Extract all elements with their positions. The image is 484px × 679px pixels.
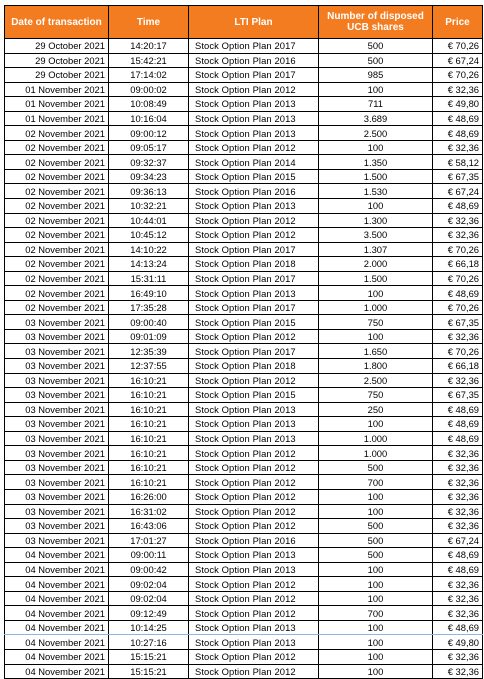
- cell-date: 03 November 2021: [5, 504, 109, 519]
- cell-lti-plan: Stock Option Plan 2018: [189, 359, 319, 374]
- cell-time: 15:31:11: [109, 271, 189, 286]
- cell-lti-plan: Stock Option Plan 2013: [189, 111, 319, 126]
- table-row: [5, 533, 483, 548]
- cell-lti-plan: Stock Option Plan 2013: [189, 417, 319, 432]
- cell-time: 16:10:21: [109, 446, 189, 461]
- table-row: [5, 300, 483, 315]
- cell-lti-plan: Stock Option Plan 2015: [189, 315, 319, 330]
- cell-shares: 1.000: [319, 446, 433, 461]
- cell-date: 02 November 2021: [5, 169, 109, 184]
- table-row: [5, 213, 483, 228]
- cell-price: € 48,69: [433, 199, 483, 214]
- cell-price: € 32,36: [433, 213, 483, 228]
- cell-time: 14:10:22: [109, 242, 189, 257]
- cell-date: 02 November 2021: [5, 140, 109, 155]
- cell-time: 16:10:21: [109, 460, 189, 475]
- cell-date: 04 November 2021: [5, 577, 109, 592]
- table-row: [5, 359, 483, 374]
- cell-lti-plan: Stock Option Plan 2012: [189, 213, 319, 228]
- transactions-table: [4, 5, 483, 679]
- cell-lti-plan: Stock Option Plan 2012: [189, 664, 319, 679]
- header-time: Time: [109, 6, 189, 39]
- cell-date: 02 November 2021: [5, 271, 109, 286]
- cell-price: € 32,36: [433, 140, 483, 155]
- cell-shares: 750: [319, 315, 433, 330]
- cell-lti-plan: Stock Option Plan 2013: [189, 402, 319, 417]
- cell-shares: 1.350: [319, 155, 433, 170]
- cell-shares: 1.000: [319, 431, 433, 446]
- cell-price: € 32,36: [433, 519, 483, 534]
- cell-price: € 48,69: [433, 402, 483, 417]
- cell-time: 17:01:27: [109, 533, 189, 548]
- table-row: [5, 140, 483, 155]
- cell-lti-plan: Stock Option Plan 2018: [189, 257, 319, 272]
- cell-date: 03 November 2021: [5, 373, 109, 388]
- cell-shares: 500: [319, 53, 433, 68]
- cell-time: 09:00:11: [109, 548, 189, 563]
- cell-lti-plan: Stock Option Plan 2013: [189, 97, 319, 112]
- cell-price: € 58,12: [433, 155, 483, 170]
- table-row: [5, 82, 483, 97]
- table-row: [5, 504, 483, 519]
- cell-shares: 500: [319, 460, 433, 475]
- table-row: [5, 519, 483, 534]
- table-row: [5, 402, 483, 417]
- cell-time: 10:27:16: [109, 635, 189, 650]
- cell-lti-plan: Stock Option Plan 2017: [189, 39, 319, 54]
- cell-price: € 32,36: [433, 591, 483, 606]
- table-row: [5, 431, 483, 446]
- cell-date: 02 November 2021: [5, 184, 109, 199]
- cell-time: 09:12:49: [109, 606, 189, 621]
- cell-shares: 100: [319, 199, 433, 214]
- cell-date: 02 November 2021: [5, 228, 109, 243]
- cell-shares: 2.500: [319, 126, 433, 141]
- header-date: Date of transaction: [5, 6, 109, 39]
- table-row: [5, 286, 483, 301]
- cell-date: 04 November 2021: [5, 606, 109, 621]
- cell-shares: 100: [319, 140, 433, 155]
- cell-time: 09:36:13: [109, 184, 189, 199]
- cell-shares: 1.530: [319, 184, 433, 199]
- cell-time: 16:26:00: [109, 489, 189, 504]
- cell-price: € 49,80: [433, 635, 483, 650]
- table-row: [5, 460, 483, 475]
- cell-shares: 100: [319, 417, 433, 432]
- cell-shares: 1.307: [319, 242, 433, 257]
- cell-lti-plan: Stock Option Plan 2016: [189, 53, 319, 68]
- cell-time: 12:35:39: [109, 344, 189, 359]
- cell-time: 17:35:28: [109, 300, 189, 315]
- header-lti-plan: LTI Plan: [189, 6, 319, 39]
- cell-time: 10:32:21: [109, 199, 189, 214]
- cell-shares: 700: [319, 475, 433, 490]
- cell-price: € 70,26: [433, 271, 483, 286]
- cell-shares: 500: [319, 39, 433, 54]
- cell-lti-plan: Stock Option Plan 2012: [189, 489, 319, 504]
- cell-shares: 100: [319, 649, 433, 664]
- cell-time: 16:10:21: [109, 388, 189, 403]
- cell-time: 09:05:17: [109, 140, 189, 155]
- cell-time: 16:10:21: [109, 417, 189, 432]
- cell-lti-plan: Stock Option Plan 2016: [189, 533, 319, 548]
- table-row: [5, 620, 483, 635]
- cell-time: 09:02:04: [109, 577, 189, 592]
- table-row: [5, 39, 483, 54]
- table-row: [5, 329, 483, 344]
- cell-price: € 70,26: [433, 39, 483, 54]
- cell-price: € 32,36: [433, 504, 483, 519]
- table-row: [5, 126, 483, 141]
- cell-shares: 985: [319, 68, 433, 83]
- cell-shares: 1.650: [319, 344, 433, 359]
- cell-time: 15:15:21: [109, 649, 189, 664]
- cell-shares: 711: [319, 97, 433, 112]
- cell-lti-plan: Stock Option Plan 2013: [189, 431, 319, 446]
- cell-shares: 100: [319, 635, 433, 650]
- cell-price: € 48,69: [433, 286, 483, 301]
- header-price: Price: [433, 6, 483, 39]
- cell-lti-plan: Stock Option Plan 2012: [189, 591, 319, 606]
- table-row: [5, 111, 483, 126]
- cell-price: € 66,18: [433, 257, 483, 272]
- table-row: [5, 184, 483, 199]
- cell-date: 03 November 2021: [5, 417, 109, 432]
- table-row: [5, 591, 483, 606]
- cell-date: 03 November 2021: [5, 402, 109, 417]
- cell-time: 09:01:09: [109, 329, 189, 344]
- cell-date: 04 November 2021: [5, 562, 109, 577]
- cell-date: 04 November 2021: [5, 649, 109, 664]
- cell-date: 02 November 2021: [5, 257, 109, 272]
- table-row: [5, 664, 483, 679]
- cell-price: € 70,26: [433, 300, 483, 315]
- cell-date: 03 November 2021: [5, 475, 109, 490]
- cell-shares: 2.000: [319, 257, 433, 272]
- cell-shares: 500: [319, 533, 433, 548]
- cell-date: 04 November 2021: [5, 664, 109, 679]
- cell-shares: 1.500: [319, 169, 433, 184]
- cell-date: 01 November 2021: [5, 111, 109, 126]
- cell-shares: 1.000: [319, 300, 433, 315]
- cell-lti-plan: Stock Option Plan 2012: [189, 82, 319, 97]
- cell-price: € 48,69: [433, 431, 483, 446]
- table-row: [5, 315, 483, 330]
- cell-shares: 500: [319, 519, 433, 534]
- cell-shares: 3.689: [319, 111, 433, 126]
- cell-time: 16:10:21: [109, 475, 189, 490]
- cell-lti-plan: Stock Option Plan 2012: [189, 228, 319, 243]
- cell-shares: 750: [319, 388, 433, 403]
- cell-price: € 66,18: [433, 359, 483, 374]
- cell-date: 02 November 2021: [5, 300, 109, 315]
- cell-lti-plan: Stock Option Plan 2012: [189, 606, 319, 621]
- table-row: [5, 257, 483, 272]
- cell-price: € 32,36: [433, 649, 483, 664]
- cell-shares: 100: [319, 577, 433, 592]
- cell-date: 03 November 2021: [5, 446, 109, 461]
- cell-time: 15:42:21: [109, 53, 189, 68]
- cell-shares: 1.800: [319, 359, 433, 374]
- cell-price: € 32,36: [433, 664, 483, 679]
- table-row: [5, 68, 483, 83]
- cell-time: 16:43:06: [109, 519, 189, 534]
- cell-price: € 32,36: [433, 577, 483, 592]
- cell-shares: 100: [319, 562, 433, 577]
- cell-price: € 67,35: [433, 315, 483, 330]
- cell-lti-plan: Stock Option Plan 2013: [189, 548, 319, 563]
- cell-price: € 48,69: [433, 417, 483, 432]
- cell-date: 04 November 2021: [5, 620, 109, 635]
- cell-shares: 700: [319, 606, 433, 621]
- cell-price: € 48,69: [433, 620, 483, 635]
- cell-shares: 1.300: [319, 213, 433, 228]
- transactions-table-container: [4, 5, 482, 679]
- cell-time: 16:10:21: [109, 373, 189, 388]
- cell-lti-plan: Stock Option Plan 2013: [189, 635, 319, 650]
- cell-time: 09:00:02: [109, 82, 189, 97]
- cell-time: 10:44:01: [109, 213, 189, 228]
- cell-date: 03 November 2021: [5, 315, 109, 330]
- cell-shares: 100: [319, 664, 433, 679]
- cell-date: 03 November 2021: [5, 329, 109, 344]
- cell-lti-plan: Stock Option Plan 2012: [189, 373, 319, 388]
- cell-price: € 32,36: [433, 475, 483, 490]
- cell-date: 03 November 2021: [5, 388, 109, 403]
- cell-date: 03 November 2021: [5, 460, 109, 475]
- cell-price: € 70,26: [433, 68, 483, 83]
- cell-price: € 49,80: [433, 97, 483, 112]
- cell-shares: 100: [319, 620, 433, 635]
- cell-time: 12:37:55: [109, 359, 189, 374]
- cell-price: € 32,36: [433, 489, 483, 504]
- table-row: [5, 199, 483, 214]
- cell-price: € 32,36: [433, 228, 483, 243]
- cell-shares: 250: [319, 402, 433, 417]
- cell-shares: 100: [319, 286, 433, 301]
- table-row: [5, 635, 483, 650]
- cell-time: 16:49:10: [109, 286, 189, 301]
- cell-shares: 3.500: [319, 228, 433, 243]
- cell-lti-plan: Stock Option Plan 2013: [189, 286, 319, 301]
- cell-date: 03 November 2021: [5, 533, 109, 548]
- cell-date: 29 October 2021: [5, 39, 109, 54]
- cell-date: 01 November 2021: [5, 82, 109, 97]
- cell-time: 09:02:04: [109, 591, 189, 606]
- cell-price: € 32,36: [433, 329, 483, 344]
- table-row: [5, 577, 483, 592]
- cell-time: 09:00:40: [109, 315, 189, 330]
- cell-lti-plan: Stock Option Plan 2012: [189, 460, 319, 475]
- cell-lti-plan: Stock Option Plan 2012: [189, 329, 319, 344]
- table-row: [5, 475, 483, 490]
- cell-price: € 67,24: [433, 53, 483, 68]
- cell-time: 14:20:17: [109, 39, 189, 54]
- cell-price: € 70,26: [433, 242, 483, 257]
- table-row: [5, 228, 483, 243]
- cell-time: 10:45:12: [109, 228, 189, 243]
- table-row: [5, 271, 483, 286]
- table-row: [5, 53, 483, 68]
- cell-shares: 100: [319, 82, 433, 97]
- table-row: [5, 155, 483, 170]
- table-row: [5, 446, 483, 461]
- cell-shares: 500: [319, 548, 433, 563]
- cell-lti-plan: Stock Option Plan 2014: [189, 155, 319, 170]
- cell-lti-plan: Stock Option Plan 2017: [189, 271, 319, 286]
- cell-price: € 32,36: [433, 606, 483, 621]
- cell-price: € 67,35: [433, 388, 483, 403]
- cell-time: 10:16:04: [109, 111, 189, 126]
- table-row: [5, 489, 483, 504]
- cell-date: 03 November 2021: [5, 344, 109, 359]
- table-row: [5, 97, 483, 112]
- cell-shares: 100: [319, 489, 433, 504]
- cell-lti-plan: Stock Option Plan 2012: [189, 446, 319, 461]
- cell-date: 04 November 2021: [5, 591, 109, 606]
- cell-shares: 100: [319, 591, 433, 606]
- table-row: [5, 417, 483, 432]
- cell-lti-plan: Stock Option Plan 2012: [189, 475, 319, 490]
- cell-time: 16:31:02: [109, 504, 189, 519]
- cell-lti-plan: Stock Option Plan 2012: [189, 577, 319, 592]
- table-row: [5, 606, 483, 621]
- cell-time: 10:08:49: [109, 97, 189, 112]
- cell-lti-plan: Stock Option Plan 2015: [189, 388, 319, 403]
- table-row: [5, 242, 483, 257]
- cell-lti-plan: Stock Option Plan 2012: [189, 649, 319, 664]
- cell-lti-plan: Stock Option Plan 2016: [189, 184, 319, 199]
- cell-lti-plan: Stock Option Plan 2013: [189, 620, 319, 635]
- cell-price: € 67,24: [433, 533, 483, 548]
- table-row: [5, 344, 483, 359]
- cell-time: 09:00:12: [109, 126, 189, 141]
- cell-time: 09:00:42: [109, 562, 189, 577]
- cell-date: 02 November 2021: [5, 242, 109, 257]
- table-row: [5, 169, 483, 184]
- cell-price: € 48,69: [433, 126, 483, 141]
- cell-time: 14:13:24: [109, 257, 189, 272]
- cell-lti-plan: Stock Option Plan 2017: [189, 344, 319, 359]
- cell-lti-plan: Stock Option Plan 2015: [189, 169, 319, 184]
- cell-date: 03 November 2021: [5, 359, 109, 374]
- cell-lti-plan: Stock Option Plan 2017: [189, 242, 319, 257]
- cell-lti-plan: Stock Option Plan 2017: [189, 300, 319, 315]
- cell-price: € 32,36: [433, 82, 483, 97]
- cell-time: 09:34:23: [109, 169, 189, 184]
- cell-time: 16:10:21: [109, 402, 189, 417]
- table-row: [5, 388, 483, 403]
- cell-date: 03 November 2021: [5, 431, 109, 446]
- cell-lti-plan: Stock Option Plan 2013: [189, 199, 319, 214]
- cell-time: 15:15:21: [109, 664, 189, 679]
- cell-price: € 48,69: [433, 111, 483, 126]
- cell-price: € 70,26: [433, 344, 483, 359]
- cell-date: 01 November 2021: [5, 97, 109, 112]
- cell-lti-plan: Stock Option Plan 2017: [189, 68, 319, 83]
- cell-shares: 100: [319, 329, 433, 344]
- cell-lti-plan: Stock Option Plan 2012: [189, 519, 319, 534]
- cell-price: € 67,24: [433, 184, 483, 199]
- cell-lti-plan: Stock Option Plan 2012: [189, 504, 319, 519]
- cell-date: 04 November 2021: [5, 635, 109, 650]
- header-row: [5, 6, 483, 39]
- table-row: [5, 548, 483, 563]
- cell-lti-plan: Stock Option Plan 2013: [189, 126, 319, 141]
- cell-time: 17:14:02: [109, 68, 189, 83]
- table-row: [5, 649, 483, 664]
- cell-price: € 32,36: [433, 446, 483, 461]
- cell-price: € 48,69: [433, 548, 483, 563]
- header-shares: Number of disposed UCB shares: [319, 6, 433, 39]
- cell-date: 02 November 2021: [5, 199, 109, 214]
- cell-time: 09:32:37: [109, 155, 189, 170]
- cell-price: € 32,36: [433, 373, 483, 388]
- cell-time: 16:10:21: [109, 431, 189, 446]
- cell-shares: 1.500: [319, 271, 433, 286]
- table-row: [5, 373, 483, 388]
- cell-date: 02 November 2021: [5, 286, 109, 301]
- cell-shares: 100: [319, 504, 433, 519]
- cell-date: 29 October 2021: [5, 53, 109, 68]
- cell-price: € 48,69: [433, 562, 483, 577]
- cell-date: 03 November 2021: [5, 519, 109, 534]
- cell-date: 02 November 2021: [5, 213, 109, 228]
- cell-price: € 67,35: [433, 169, 483, 184]
- cell-date: 29 October 2021: [5, 68, 109, 83]
- cell-date: 02 November 2021: [5, 126, 109, 141]
- cell-shares: 2.500: [319, 373, 433, 388]
- cell-lti-plan: Stock Option Plan 2012: [189, 140, 319, 155]
- cell-lti-plan: Stock Option Plan 2013: [189, 562, 319, 577]
- table-row: [5, 562, 483, 577]
- cell-date: 04 November 2021: [5, 548, 109, 563]
- table-body: [5, 39, 483, 679]
- table-header: [5, 6, 483, 39]
- cell-time: 10:14:25: [109, 620, 189, 635]
- cell-date: 03 November 2021: [5, 489, 109, 504]
- cell-price: € 32,36: [433, 460, 483, 475]
- cell-date: 02 November 2021: [5, 155, 109, 170]
